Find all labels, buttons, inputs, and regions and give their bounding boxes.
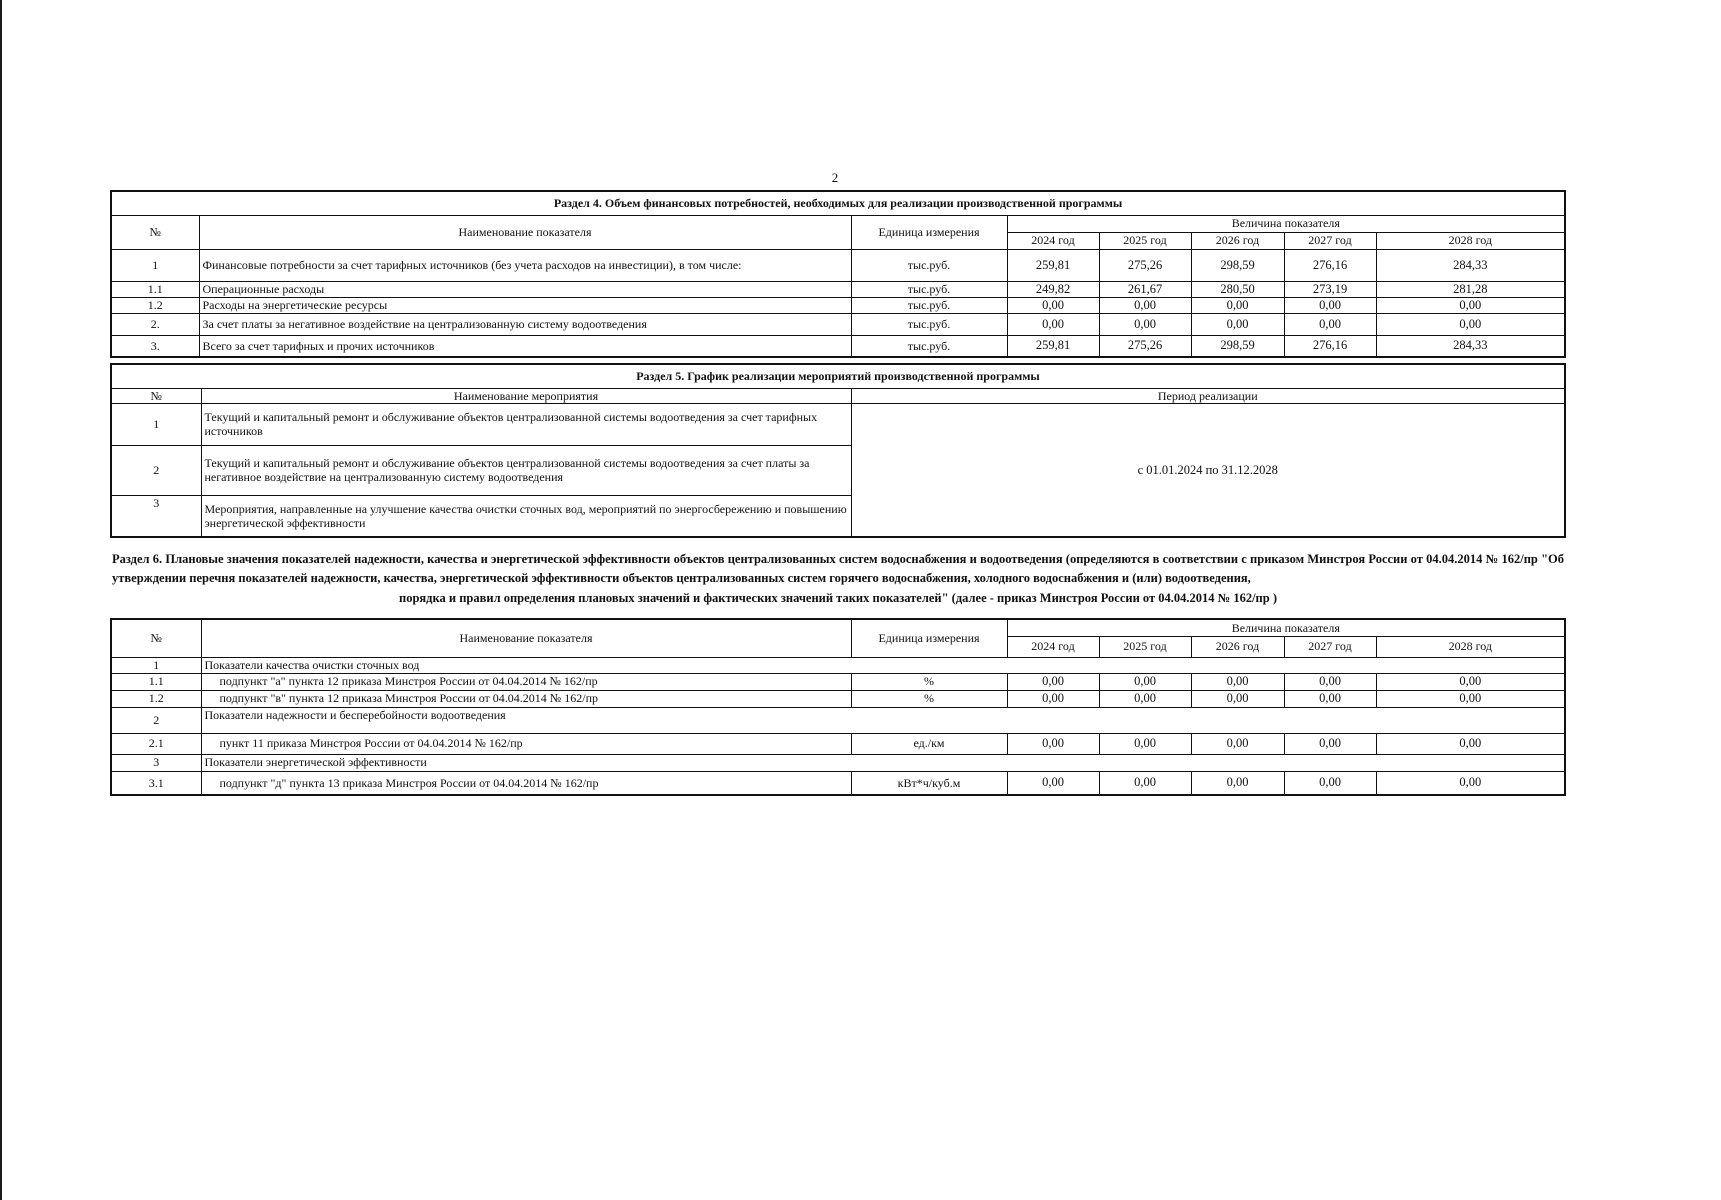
row-name: Расходы на энергетические ресурсы xyxy=(199,297,851,313)
row-value: 259,81 xyxy=(1007,335,1099,357)
row-value: 0,00 xyxy=(1376,771,1565,795)
row-value: 0,00 xyxy=(1099,771,1191,795)
row-value: 284,33 xyxy=(1376,335,1565,357)
row-value: 0,00 xyxy=(1284,297,1376,313)
row-value: 0,00 xyxy=(1007,733,1099,754)
table-row xyxy=(111,281,1565,297)
col-header-year: 2028 год xyxy=(1376,232,1565,249)
row-value: 284,33 xyxy=(1376,249,1565,281)
row-value: 0,00 xyxy=(1191,673,1284,690)
group-name: Показатели энергетической эффективности xyxy=(201,754,1565,771)
table-row xyxy=(111,249,1565,281)
row-value: 0,00 xyxy=(1376,313,1565,335)
row-name: За счет платы за негативное воздействие на централизованную систему водоотведения xyxy=(199,313,851,335)
row-value: 0,00 xyxy=(1191,771,1284,795)
row-name: подпункт "а" пункта 12 приказа Минстроя России от 04.04.2014 № 162/пр xyxy=(201,673,851,690)
row-value: 0,00 xyxy=(1284,673,1376,690)
row-value: 0,00 xyxy=(1376,733,1565,754)
row-value: 261,67 xyxy=(1099,281,1191,297)
table-row xyxy=(111,754,1565,771)
section6-title xyxy=(112,550,1564,608)
col-header-value-group: Величина показателя xyxy=(1007,215,1565,232)
row-value: 0,00 xyxy=(1191,297,1284,313)
row-value: 0,00 xyxy=(1099,690,1191,707)
row-value: 0,00 xyxy=(1191,313,1284,335)
col-header-name: Наименование показателя xyxy=(201,619,851,657)
row-number: 1 xyxy=(111,657,201,673)
row-value: 276,16 xyxy=(1284,335,1376,357)
row-name: Мероприятия, направленные на улучшение качества очистки сточных вод, мероприятий по энергосбережению и повышению энергетической эффективности xyxy=(201,495,851,537)
col-header-year: 2024 год xyxy=(1007,232,1099,249)
table-row xyxy=(111,707,1565,733)
row-name: Текущий и капитальный ремонт и обслуживание объектов централизованной системы водоотведения за счет тарифных источников xyxy=(201,403,851,445)
row-unit: ед./км xyxy=(851,733,1007,754)
row-value: 298,59 xyxy=(1191,335,1284,357)
page-number: 2 xyxy=(831,170,839,185)
row-unit: тыс.руб. xyxy=(851,281,1007,297)
table-row xyxy=(111,771,1565,795)
row-value: 0,00 xyxy=(1007,313,1099,335)
row-value: 280,50 xyxy=(1191,281,1284,297)
row-name: Операционные расходы xyxy=(199,281,851,297)
row-value: 0,00 xyxy=(1099,673,1191,690)
row-value: 0,00 xyxy=(1007,690,1099,707)
table-row xyxy=(111,690,1565,707)
section6-title-part1: Раздел 6. Плановые значения показателей надежности, качества и энергетической эффективности объектов централизованных систем водоснабжения и водоотведения (определяются в соответствии с приказом Минстроя России от 04.04.2014 № 162/пр "Об утверждении перечня показателей надежности, качества, энергетической эффективности объектов централизованных систем горячего водоснабжения, холодного водоснабжения и (или) водоотведения, xyxy=(112,552,1564,586)
row-value: 0,00 xyxy=(1376,297,1565,313)
row-number: 3. xyxy=(111,335,199,357)
row-value: 0,00 xyxy=(1376,690,1565,707)
section4-table xyxy=(110,190,1566,358)
row-number: 2. xyxy=(111,313,199,335)
row-number: 2.1 xyxy=(111,733,201,754)
row-name: Всего за счет тарифных и прочих источников xyxy=(199,335,851,357)
col-header-value-group: Величина показателя xyxy=(1007,619,1565,636)
row-value: 0,00 xyxy=(1284,313,1376,335)
row-value: 0,00 xyxy=(1007,771,1099,795)
row-value: 0,00 xyxy=(1284,733,1376,754)
row-value: 298,59 xyxy=(1191,249,1284,281)
row-value: 0,00 xyxy=(1007,297,1099,313)
row-unit: кВт*ч/куб.м xyxy=(851,771,1007,795)
row-value: 0,00 xyxy=(1099,297,1191,313)
col-header-year: 2024 год xyxy=(1007,636,1099,657)
row-unit: % xyxy=(851,690,1007,707)
section5-table xyxy=(110,363,1566,538)
row-value: 273,19 xyxy=(1284,281,1376,297)
row-unit: тыс.руб. xyxy=(851,297,1007,313)
row-value: 259,81 xyxy=(1007,249,1099,281)
row-name: Финансовые потребности за счет тарифных источников (без учета расходов на инвестиции), в том числе: xyxy=(199,249,851,281)
row-number: 1 xyxy=(111,403,201,445)
row-value: 0,00 xyxy=(1191,690,1284,707)
section4-title: Раздел 4. Объем финансовых потребностей, необходимых для реализации производственной программы xyxy=(111,191,1565,215)
row-value: 275,26 xyxy=(1099,249,1191,281)
row-value: 0,00 xyxy=(1284,771,1376,795)
col-header-year: 2025 год xyxy=(1099,232,1191,249)
scan-edge xyxy=(0,0,2,1200)
row-value: 0,00 xyxy=(1099,313,1191,335)
table-row xyxy=(111,733,1565,754)
row-value: 0,00 xyxy=(1099,733,1191,754)
row-number: 3 xyxy=(111,495,201,537)
col-header-name: Наименование показателя xyxy=(199,215,851,249)
col-header-year: 2027 год xyxy=(1284,232,1376,249)
row-unit: тыс.руб. xyxy=(851,335,1007,357)
row-number: 3.1 xyxy=(111,771,201,795)
group-name: Показатели качества очистки сточных вод xyxy=(201,657,1565,673)
row-number: 1 xyxy=(111,249,199,281)
col-header-unit: Единица измерения xyxy=(851,215,1007,249)
col-header-no: № xyxy=(111,619,201,657)
row-value: 0,00 xyxy=(1007,673,1099,690)
row-number: 1.1 xyxy=(111,281,199,297)
col-header-year: 2028 год xyxy=(1376,636,1565,657)
section6-table xyxy=(110,618,1566,796)
row-value: 0,00 xyxy=(1284,690,1376,707)
row-number: 2 xyxy=(111,707,201,733)
group-name: Показатели надежности и бесперебойности водоотведения xyxy=(201,707,1565,733)
row-unit: тыс.руб. xyxy=(851,249,1007,281)
col-header-no: № xyxy=(111,388,201,403)
row-name: Текущий и капитальный ремонт и обслуживание объектов централизованной системы водоотведения за счет платы за негативное воздействие на централизованную систему водоотведения xyxy=(201,445,851,495)
table-row xyxy=(111,673,1565,690)
row-number: 1.1 xyxy=(111,673,201,690)
table-row xyxy=(111,313,1565,335)
col-header-unit: Единица измерения xyxy=(851,619,1007,657)
table-row xyxy=(111,297,1565,313)
row-value: 0,00 xyxy=(1376,673,1565,690)
row-value: 281,28 xyxy=(1376,281,1565,297)
row-unit: тыс.руб. xyxy=(851,313,1007,335)
col-header-no: № xyxy=(111,215,199,249)
row-number: 2 xyxy=(111,445,201,495)
col-header-name: Наименование мероприятия xyxy=(201,388,851,403)
row-name: подпункт "д" пункта 13 приказа Минстроя России от 04.04.2014 № 162/пр xyxy=(201,771,851,795)
row-name: подпункт "в" пункта 12 приказа Минстроя России от 04.04.2014 № 162/пр xyxy=(201,690,851,707)
row-number: 3 xyxy=(111,754,201,771)
table-row xyxy=(111,335,1565,357)
row-number: 1.2 xyxy=(111,690,201,707)
row-value: 0,00 xyxy=(1191,733,1284,754)
row-unit: % xyxy=(851,673,1007,690)
section5-title: Раздел 5. График реализации мероприятий производственной программы xyxy=(111,364,1565,388)
row-number: 1.2 xyxy=(111,297,199,313)
col-header-year: 2026 год xyxy=(1191,636,1284,657)
col-header-year: 2027 год xyxy=(1284,636,1376,657)
period-value: с 01.01.2024 по 31.12.2028 xyxy=(851,403,1565,537)
col-header-year: 2026 год xyxy=(1191,232,1284,249)
section6-title-part2: порядка и правил определения плановых значений и фактических значений таких показателей" (далее - приказ Минстроя России от 04.04.2014 № 162/пр ) xyxy=(399,590,1277,605)
row-value: 249,82 xyxy=(1007,281,1099,297)
col-header-year: 2025 год xyxy=(1099,636,1191,657)
row-name: пункт 11 приказа Минстроя России от 04.04.2014 № 162/пр xyxy=(201,733,851,754)
col-header-period: Период реализации xyxy=(851,388,1565,403)
table-row xyxy=(111,657,1565,673)
row-value: 276,16 xyxy=(1284,249,1376,281)
table-row xyxy=(111,403,1565,445)
row-value: 275,26 xyxy=(1099,335,1191,357)
